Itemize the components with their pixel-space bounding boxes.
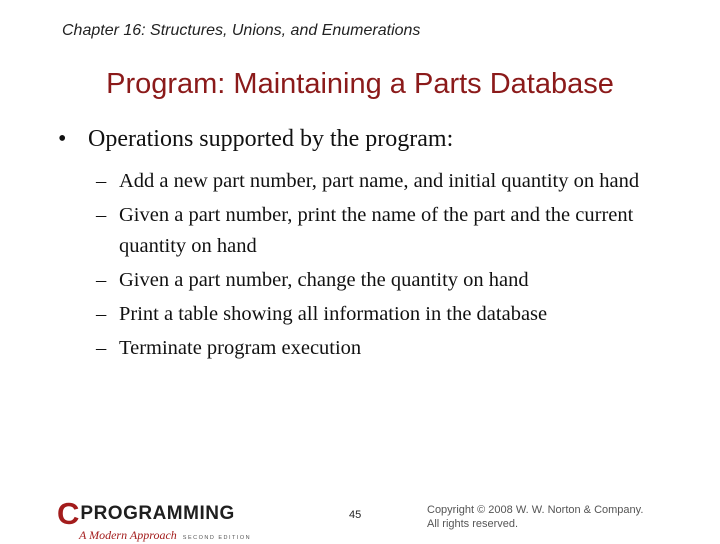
sub-bullet-item (96, 200, 679, 262)
page-number: 45 (349, 509, 362, 521)
copyright-line: All rights reserved. (427, 518, 519, 530)
dash-marker: – (96, 269, 107, 291)
main-bullet-text: Operations supported by the program: (88, 126, 454, 152)
copyright-notice (427, 503, 643, 531)
sub-bullet-text: Given a part number, change the quantity on hand (119, 269, 529, 291)
sub-bullet-item (96, 166, 679, 197)
copyright-line: Copyright © 2008 W. W. Norton & Company. (427, 504, 644, 516)
dash-marker: – (96, 303, 107, 325)
sub-bullet-text: Add a new part number, part name, and initial quantity on hand (119, 170, 640, 192)
sub-bullet-item (96, 333, 679, 364)
dash-marker: – (96, 204, 107, 226)
logo-programming-word: PROGRAMMING (80, 503, 235, 524)
logo-c-letter: C (57, 496, 80, 531)
sub-bullet-text: Print a table showing all information in the database (119, 303, 548, 325)
sub-bullet-item (96, 265, 679, 296)
dash-marker: – (96, 337, 107, 359)
c-programming-logo (57, 496, 252, 544)
logo-subtitle: A Modern Approach (79, 528, 177, 542)
dash-marker: – (96, 170, 107, 192)
logo-edition: SECOND EDITION (182, 535, 252, 541)
sub-bullet-item (96, 299, 679, 330)
sub-bullet-text: Terminate program execution (119, 337, 362, 359)
sub-bullet-list (96, 166, 679, 367)
chapter-header: Chapter 16: Structures, Unions, and Enumerations (62, 22, 421, 39)
bullet-marker: • (58, 126, 67, 152)
main-bullet (58, 126, 453, 153)
sub-bullet-text: Given a part number, print the name of the part and the current quantity on hand (119, 204, 634, 257)
slide-title: Program: Maintaining a Parts Database (106, 68, 614, 100)
